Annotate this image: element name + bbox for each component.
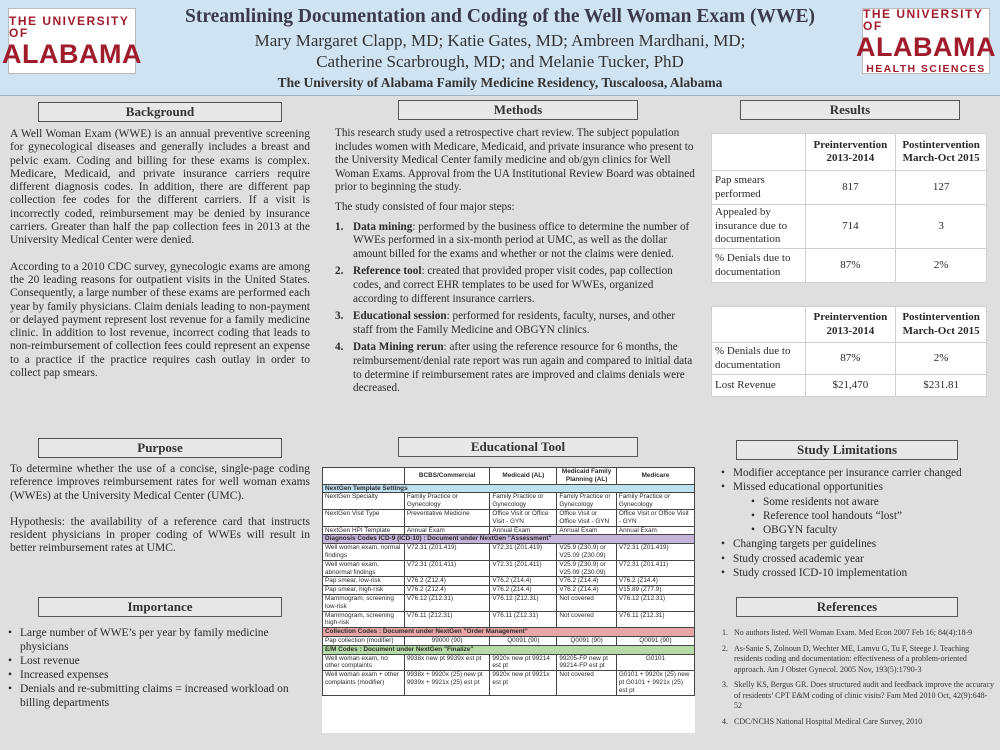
poster-title: Streamlining Documentation and Coding of the Well Woman Exam (WWE)	[184, 6, 816, 27]
section-row	[323, 628, 695, 637]
table-cell: V76.2 (Z12.4)	[404, 586, 490, 595]
table-cell: Well woman exam, abnormal findings	[323, 560, 405, 577]
table-cell: Annual Exam	[557, 526, 617, 535]
table-cell: V76.2 (Z14.4)	[557, 577, 617, 586]
table-cell: Q0091 (90)	[557, 636, 617, 645]
importance-list	[8, 626, 308, 710]
limitation-item	[721, 480, 996, 537]
importance-heading: Importance	[38, 597, 282, 617]
reference-item	[722, 644, 994, 676]
table-row	[323, 493, 695, 510]
reference-number: 1.	[722, 628, 728, 637]
reference-text: Skelly KS, Bergus GR. Does structured audit and feedback improve the accuracy of residents’ CPT E&M coding of clinic visits? Fam Med 2010 Oct, 42(9):648-52	[734, 680, 994, 710]
table-row	[712, 343, 987, 375]
study-limitations-list	[721, 466, 996, 580]
table-cell: G0101 + 9920x (25) new pt G0101 + 9921x (25) est pt	[616, 671, 694, 695]
reference-text: As-Sanie S, Zolnoun D, Wechter ME, Lamvu G, Tu F, Steege J. Teaching residents coding and documentation: effectiveness of a problem-oriented approach. Am J Obstet Gynecol. 2005 Nov, 193(5):1790-3	[734, 643, 970, 674]
methods-text	[335, 127, 695, 400]
step-label: Educational session	[353, 310, 447, 323]
logo-right-line2: ALABAMA	[856, 31, 996, 62]
row-label: % Denials due to documentation	[712, 249, 806, 283]
table-cell: V72.31 (Z01.411)	[490, 560, 557, 577]
table-cell: 2%	[896, 249, 987, 283]
step-label: Data mining	[353, 220, 413, 233]
reference-number: 2.	[722, 643, 728, 653]
table-row	[323, 594, 695, 611]
table-cell: V76.12 (Z12.31)	[404, 594, 490, 611]
column-header: Medicaid (AL)	[490, 468, 557, 485]
poster-header	[0, 0, 1000, 96]
row-label: Pap smears performed	[712, 171, 806, 205]
table-row	[712, 375, 987, 397]
table-cell: V76.2 (Z14.4)	[490, 586, 557, 595]
table-cell: Pap smear, high-risk	[323, 586, 405, 595]
table-cell: Office Visit or Office Visit - GYN	[490, 509, 557, 526]
table-cell: V72.31 (Z01.419)	[616, 544, 694, 561]
table-row	[323, 526, 695, 535]
table-cell: Well woman exam, normal findings	[323, 544, 405, 561]
column-header: BCBS/Commercial	[404, 468, 490, 485]
methods-step	[335, 310, 695, 337]
authors-line-1: Mary Margaret Clapp, MD; Katie Gates, MD; Ambreen Mardhani, MD;	[254, 31, 746, 50]
table-cell: Not covered	[557, 611, 617, 628]
step-label: Data Mining rerun	[353, 341, 444, 354]
table-header-row	[323, 468, 695, 485]
purpose-hypothesis: Hypothesis: the availability of a reference card that instructs resident physicians in proper coding of WWEs will result in better reimbursement rates at UMC.	[10, 515, 310, 555]
limitation-item: • Changing targets per guidelines	[721, 537, 996, 551]
logo-left-line2: ALABAMA	[2, 38, 142, 69]
purpose-text	[10, 463, 310, 569]
table-cell: NextGen Specialty	[323, 493, 405, 510]
step-number: 2.	[335, 265, 344, 278]
table-cell: Annual Exam	[404, 526, 490, 535]
step-text: : after using the reference resource for 6 months, the reimbursement/denial rate report was run again and compared to initial data to determine if reimbursement rates are improved and claims denials were decreased.	[353, 341, 693, 395]
table-row	[323, 544, 695, 561]
study-limitations-heading: Study Limitations	[736, 440, 958, 460]
step-text: : created that provided proper visit codes, pap collection codes, and correct EHR templates to be used for WWEs, organized according to different insurance carriers.	[353, 265, 673, 305]
table-cell: Office Visit or Office Visit - GYN	[616, 509, 694, 526]
table-row	[323, 611, 695, 628]
reference-item	[722, 717, 994, 728]
table-cell: Annual Exam	[616, 526, 694, 535]
table-cell: 9938x + 9920x (25) new pt 9939x + 9921x (25) est pt	[404, 671, 490, 695]
purpose-paragraph-1: To determine whether the use of a concise, single-page coding reference improves reimbursement rates for well woman exams (WWEs) at the University Medical Center (UMC).	[10, 463, 310, 502]
table-cell: 87%	[805, 343, 896, 375]
table-cell: 99000 (90)	[404, 636, 490, 645]
table-row	[323, 654, 695, 671]
limitation-item: • Study crossed academic year	[721, 552, 996, 566]
table-cell: NextGen HPI Template	[323, 526, 405, 535]
logo-right-line1: THE UNIVERSITY OF	[863, 6, 984, 33]
section-row	[323, 484, 695, 493]
column-header: Postintervention March-Oct 2015	[896, 134, 987, 171]
table-cell: 127	[896, 171, 987, 205]
table-cell: Office Visit or Office Visit - GYN	[557, 509, 617, 526]
results-table-1	[711, 133, 987, 283]
table-cell: 817	[805, 171, 896, 205]
table-row	[323, 671, 695, 695]
references-heading: References	[736, 597, 958, 617]
table-cell: Q0091 (90)	[616, 636, 694, 645]
reference-text: No authors listed. Well Woman Exam. Med Econ 2007 Feb 16; 84(4):18-9	[734, 628, 973, 637]
importance-item: • Large number of WWE’s per year by family medicine physicians	[8, 626, 308, 654]
table-cell: V76.11 (Z12.31)	[404, 611, 490, 628]
background-paragraph-2: According to a 2010 CDC survey, gynecologic exams are among the 20 leading reasons for outpatient visits in the United States. Consequently, a large number of these exams are performed each year by family physicians. Claim denials leading to non-payment or delayed payment represent lost revenue for a family medicine clinic. In addition to lost revenue, incorrect coding that leads to non-reimbursement of collection fees could represent an expense to a practice if the practice requires cash outlay in order to collect pap smears.	[10, 260, 310, 380]
section-label: Diagnosis Codes ICD-9 (ICD-10) : Document under NextGen "Assessment"	[323, 535, 695, 544]
table-cell: 2%	[896, 343, 987, 375]
table-cell: Family Practice or Gynecology	[404, 493, 490, 510]
methods-step	[335, 265, 695, 306]
coding-reference-table	[322, 467, 695, 696]
authors-line-2: Catherine Scarbrough, MD; and Melanie Tucker, PhD	[316, 52, 684, 71]
table-row	[323, 509, 695, 526]
table-cell: V25.9 (Z30.9) or V25.09 (Z30.09)	[557, 560, 617, 577]
reference-item	[722, 680, 994, 712]
row-label: % Denials due to documentation	[712, 343, 806, 375]
column-header	[323, 468, 405, 485]
column-header: Preintervention 2013-2014	[805, 134, 896, 171]
table-row	[323, 577, 695, 586]
background-paragraph-1: A Well Woman Exam (WWE) is an annual preventive screening for gynecological diseases and generally includes a breast and pelvic exam. Coding and billing for these exams is complex. Medicare, Medicaid, and private insurance carriers require different diagnosis codes. In addition, there are different pap collection fee codes for the different carriers. If a visit is incorrectly coded, reimbursement may be denied by insurance carriers. Greater than half the pap collection fees in 2013 at the University Medical Center were denied.	[10, 128, 310, 247]
table-cell: Q0091 (90)	[490, 636, 557, 645]
table-cell: Mammogram, screening high-risk	[323, 611, 405, 628]
table-cell: 9938x new pt 9939x est pt	[404, 654, 490, 671]
table-cell: V76.2 (Z12.4)	[404, 577, 490, 586]
column-header: Preintervention 2013-2014	[805, 307, 896, 343]
column-header: Medicaid Family Planning (AL)	[557, 468, 617, 485]
results-table-2	[711, 306, 987, 397]
row-label: Lost Revenue	[712, 375, 806, 397]
table-cell: V72.31 (Z01.419)	[490, 544, 557, 561]
table-header-row	[712, 307, 987, 343]
section-label: Collection Codes : Document under NextGen "Order Management"	[323, 628, 695, 637]
table-cell: Pap smear, low-risk	[323, 577, 405, 586]
table-row	[712, 171, 987, 205]
step-text: : performed for residents, faculty, nurses, and other staff from the Family Medicine and OBGYN clinics.	[353, 310, 676, 336]
row-label: Appealed by insurance due to documentation	[712, 205, 806, 249]
reference-number: 3.	[722, 680, 728, 689]
section-row	[323, 645, 695, 654]
table-cell: Pap collection (modifier)	[323, 636, 405, 645]
importance-item: • Increased expenses	[8, 668, 308, 682]
table-cell: V76.11 (Z12.31)	[490, 611, 557, 628]
importance-item: • Denials and re-submitting claims = increased workload on billing departments	[8, 682, 308, 710]
step-number: 3.	[335, 310, 344, 323]
section-row	[323, 535, 695, 544]
table-row	[323, 636, 695, 645]
table-cell: Mammogram, screening low-risk	[323, 594, 405, 611]
table-cell: Well woman exam + other complaints (modifier)	[323, 671, 405, 695]
reference-item	[722, 628, 994, 639]
methods-heading: Methods	[398, 100, 638, 120]
table-cell: V72.31 (Z01.411)	[404, 560, 490, 577]
table-cell: V76.2 (Z14.4)	[557, 586, 617, 595]
educational-tool-heading: Educational Tool	[398, 437, 638, 457]
table-header-row	[712, 134, 987, 171]
table-row	[323, 586, 695, 595]
table-cell: 9920x new pt 9921x est pt	[490, 671, 557, 695]
table-cell: 9920x new pt 99214 est pt	[490, 654, 557, 671]
table-cell: V76.2 (Z14.4)	[490, 577, 557, 586]
table-cell: V76.2 (Z14.4)	[616, 577, 694, 586]
table-row	[712, 205, 987, 249]
table-cell: V76.12 (Z12.31)	[490, 594, 557, 611]
limitation-sublist	[751, 495, 996, 538]
table-cell: G0101	[616, 654, 694, 671]
section-label: NextGen Template Settings	[323, 484, 695, 493]
affiliation: The University of Alabama Family Medicine Residency, Tuscaloosa, Alabama	[277, 75, 723, 90]
table-cell: Family Practice or Gynecology	[490, 493, 557, 510]
limitation-item-text: Missed educational opportunities	[733, 481, 883, 494]
step-number: 4.	[335, 341, 344, 354]
table-cell: Not covered	[557, 594, 617, 611]
table-cell: $21,470	[805, 375, 896, 397]
table-cell: V76.11 (Z12.31)	[616, 611, 694, 628]
reference-number: 4.	[722, 716, 728, 726]
table-cell: V72.31 (Z01.411)	[616, 560, 694, 577]
table-cell: Not covered	[557, 671, 617, 695]
step-text: : performed by the business office to determine the number of WWEs performed in a six-month period at UMC, as well as the dollar amount billed for the exams and whether or not the claims were denied.	[353, 220, 690, 260]
table-cell: V72.31 (Z01.419)	[404, 544, 490, 561]
table-cell: 87%	[805, 249, 896, 283]
table-cell: Annual Exam	[490, 526, 557, 535]
limitation-item: • Modifier acceptance per insurance carrier changed	[721, 466, 996, 480]
table-cell: V25.9 (Z30.9) or V25.09 (Z30.09)	[557, 544, 617, 561]
table-cell: Family Practice or Gynecology	[616, 493, 694, 510]
step-label: Reference tool	[353, 265, 422, 278]
importance-item: • Lost revenue	[8, 654, 308, 668]
limitation-subitem: • Some residents not aware	[751, 495, 996, 509]
reference-text: CDC/NCHS National Hospital Medical Care Survey, 2010	[734, 716, 923, 726]
step-number: 1.	[335, 220, 344, 233]
methods-paragraph-2: The study consisted of four major steps:	[335, 200, 515, 213]
logo-right-line3: HEALTH SCIENCES	[866, 62, 986, 75]
purpose-heading: Purpose	[38, 438, 282, 458]
table-cell: Family Practice or Gynecology	[557, 493, 617, 510]
table-cell: Preventative Medicine	[404, 509, 490, 526]
background-heading: Background	[38, 102, 282, 122]
limitation-subitem: • Reference tool handouts “lost”	[751, 509, 996, 523]
results-heading: Results	[740, 100, 960, 120]
table-cell: $231.81	[896, 375, 987, 397]
methods-step	[335, 341, 695, 395]
table-row	[712, 249, 987, 283]
table-cell: 714	[805, 205, 896, 249]
methods-steps	[335, 221, 695, 396]
table-cell: 3	[896, 205, 987, 249]
logo-left-line1: THE UNIVERSITY OF	[9, 13, 130, 40]
limitation-item: • Study crossed ICD-10 implementation	[721, 566, 996, 580]
table-cell: 99205-FP new pt 99214-FP est pt	[557, 654, 617, 671]
health-sciences-logo-right	[856, 6, 996, 75]
table-cell: V76.12 (Z12.31)	[616, 594, 694, 611]
column-header: Medicare	[616, 468, 694, 485]
methods-paragraph-1: This research study used a retrospective chart review. The subject population includes women with Medicare, Medicaid, and private insurance who present to the University Medical Center family medicine and ob/gyn clinics for Well Woman Exams. Approval from the UA Institutional Review Board was obtained prior to beginning the study.	[335, 127, 695, 194]
table-row	[323, 560, 695, 577]
methods-step	[335, 221, 695, 262]
table-cell: Well woman exam, no other complaints	[323, 654, 405, 671]
background-text	[10, 128, 310, 393]
coding-reference-card	[322, 467, 695, 733]
table-cell	[712, 134, 806, 171]
references-list	[722, 628, 994, 732]
limitation-subitem: • OBGYN faculty	[751, 523, 996, 537]
table-cell	[712, 307, 806, 343]
university-logo-left	[2, 8, 142, 74]
table-cell: NextGen Visit Type	[323, 509, 405, 526]
section-label: E/M Codes : Document under NextGen "Finalize"	[323, 645, 695, 654]
table-cell: V15.89 (Z77.9)	[616, 586, 694, 595]
column-header: Postintervention March-Oct 2015	[896, 307, 987, 343]
